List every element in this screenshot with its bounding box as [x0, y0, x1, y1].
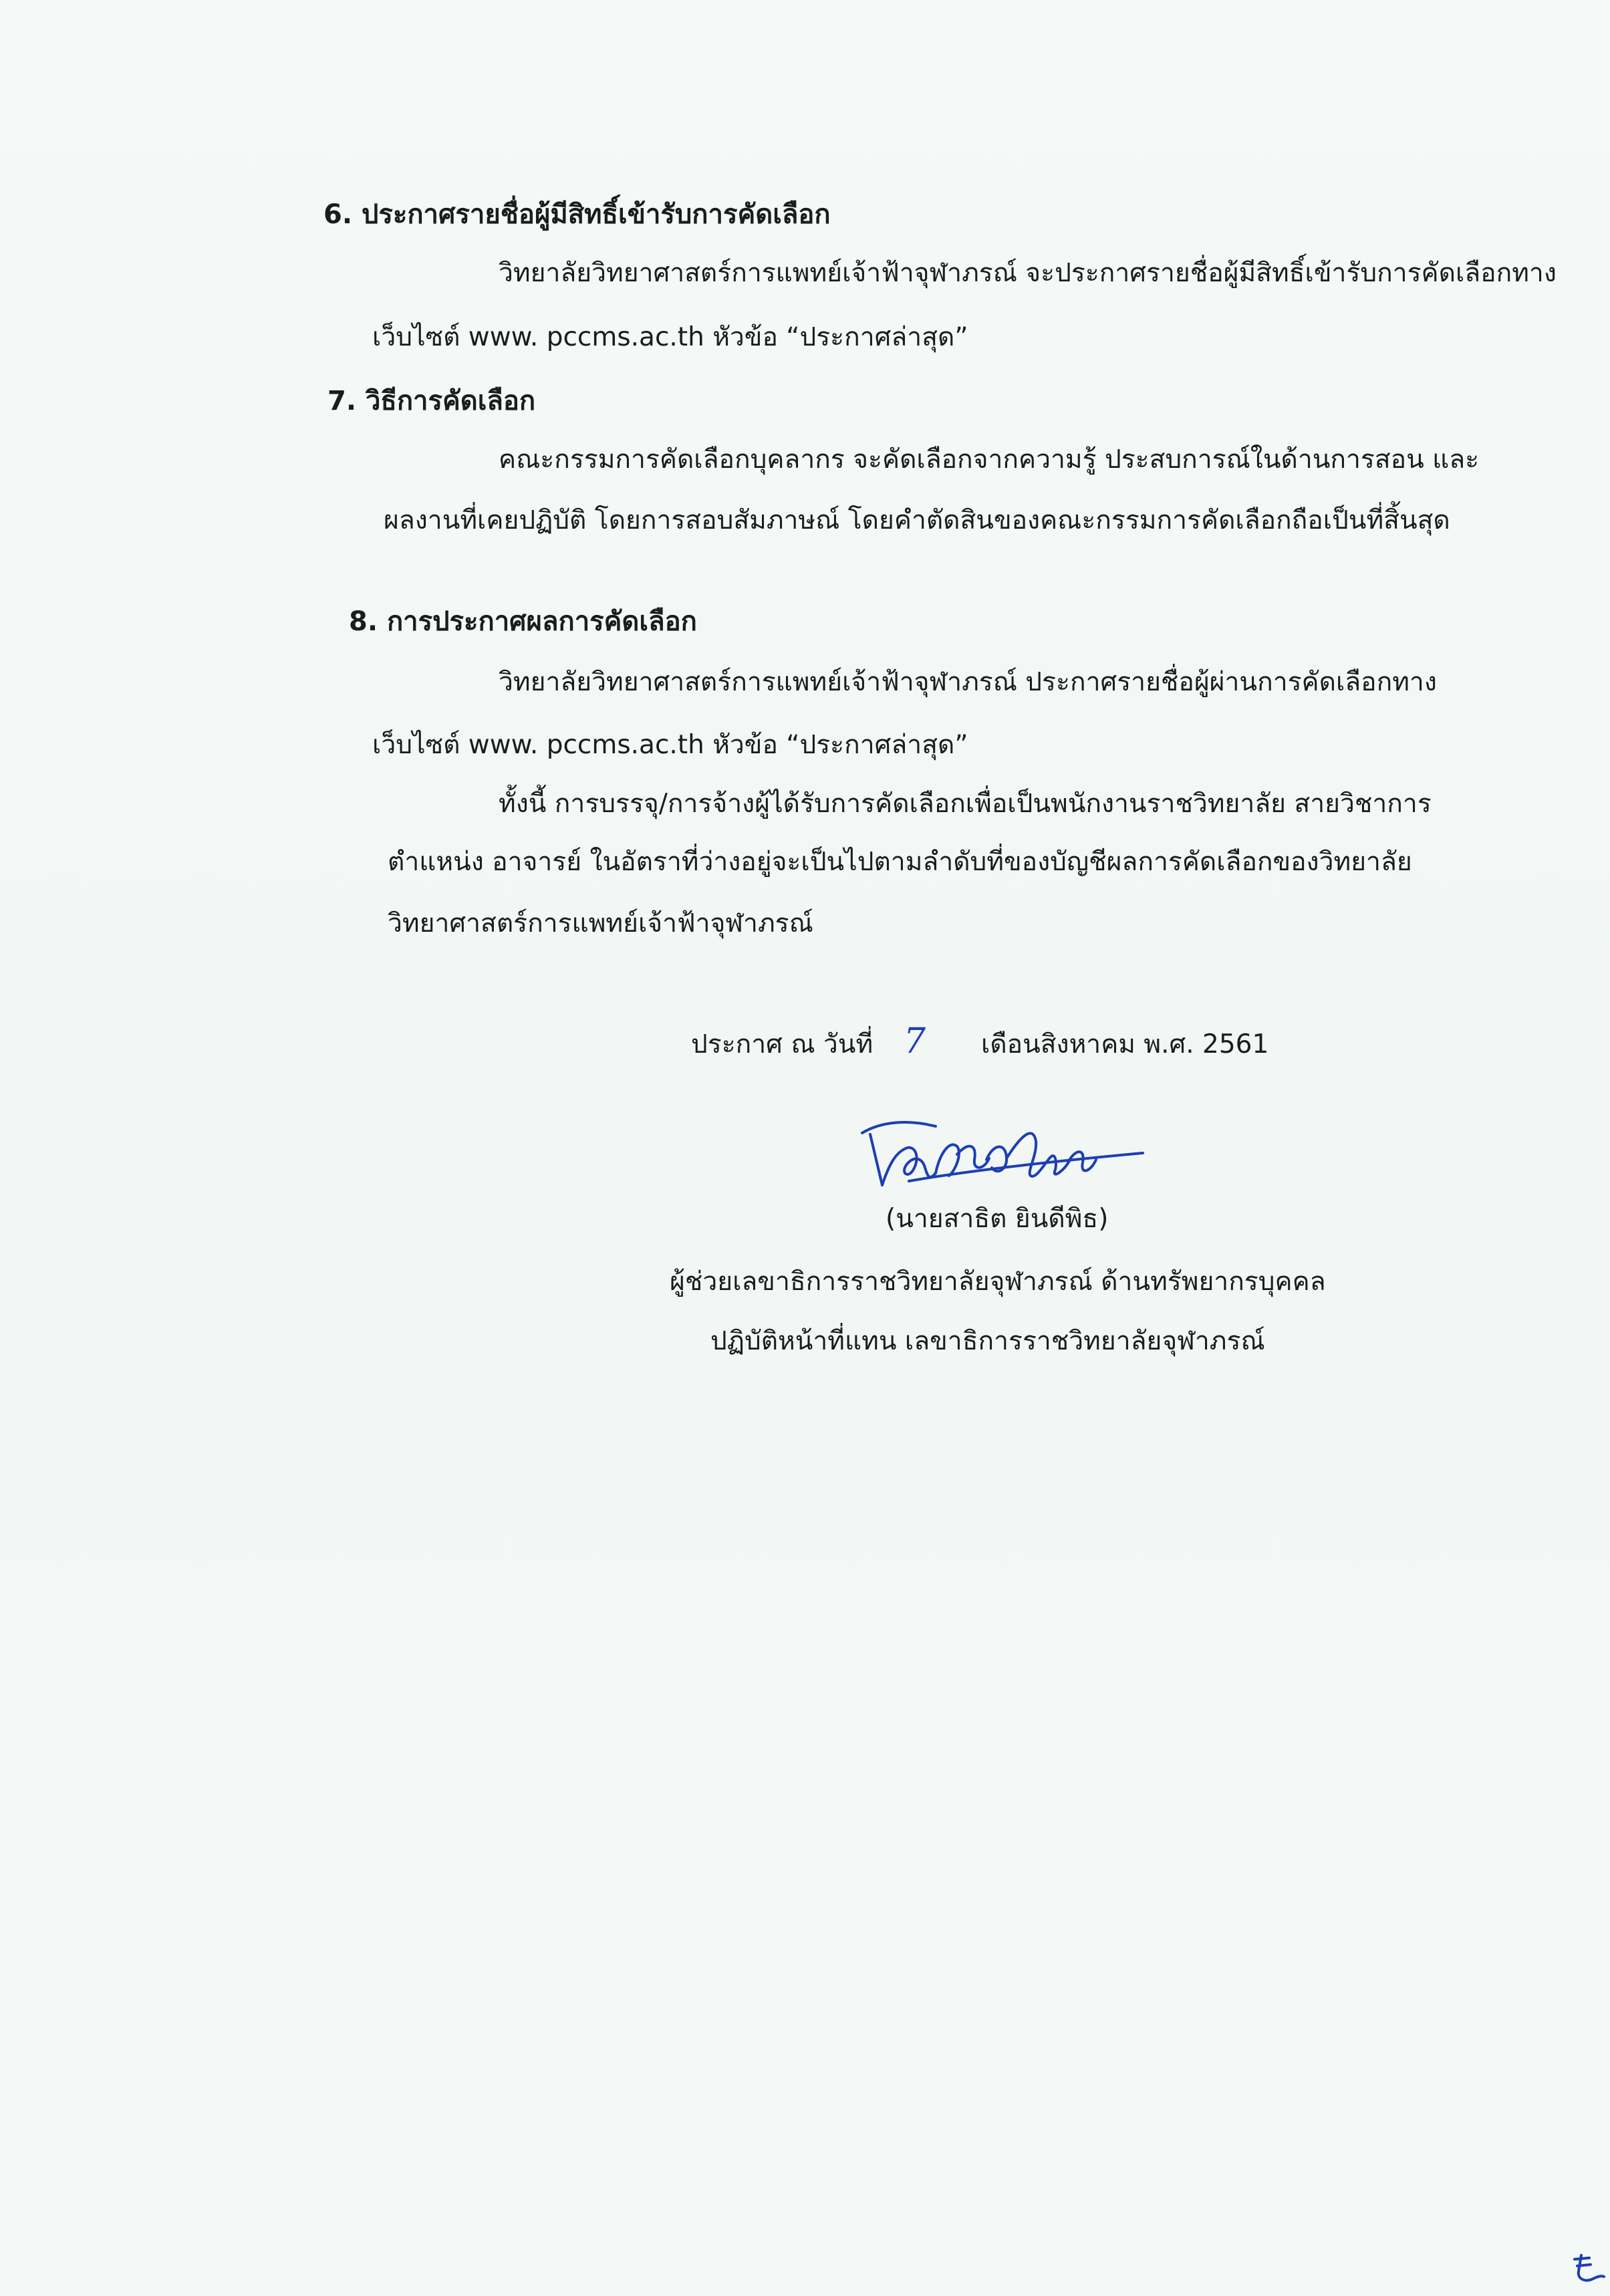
handwritten-day: 7: [904, 1021, 926, 1061]
announcement-prefix: ประกาศ ณ วันที่: [691, 1029, 874, 1059]
section-6-heading: 6. ประกาศรายชื่อผู้มีสิทธิ์เข้ารับการคัดเลือก: [323, 199, 831, 230]
signatory-title-2: ปฏิบัติหน้าที่แทน เลขาธิการราชวิทยาลัยจุฬาภรณ์: [710, 1326, 1265, 1356]
section-6-line-1: วิทยาลัยวิทยาศาสตร์การแพทย์เจ้าฟ้าจุฬาภรณ์ จะประกาศรายชื่อผู้มีสิทธิ์เข้ารับการคัดเลือกทาง: [499, 258, 1557, 288]
section-7-line-2: ผลงานที่เคยปฏิบัติ โดยการสอบสัมภาษณ์ โดยคำตัดสินของคณะกรรมการคัดเลือกถือเป็นที่สิ้นสุด: [384, 505, 1450, 535]
section-8-line-5: วิทยาศาสตร์การแพทย์เจ้าฟ้าจุฬาภรณ์: [388, 908, 813, 938]
section-8-line-1: วิทยาลัยวิทยาศาสตร์การแพทย์เจ้าฟ้าจุฬาภรณ์ ประกาศรายชื่อผู้ผ่านการคัดเลือกทาง: [499, 667, 1437, 697]
announcement-suffix: เดือนสิงหาคม พ.ศ. 2561: [981, 1029, 1269, 1059]
signatory-name: (นายสาธิต ยินดีพิธ): [886, 1204, 1109, 1234]
signature-scribble: [855, 1106, 1150, 1206]
corner-initial-mark: [1569, 2253, 1607, 2286]
section-7-heading: 7. วิธีการคัดเลือก: [327, 386, 536, 416]
section-8-line-4: ตำแหน่ง อาจารย์ ในอัตราที่ว่างอยู่จะเป็นไปตามลำดับที่ของบัญชีผลการคัดเลือกของวิทยาลัย: [388, 847, 1412, 877]
section-8-line-3: ทั้งนี้ การบรรจุ/การจ้างผู้ได้รับการคัดเลือกเพื่อเป็นพนักงานราชวิทยาลัย สายวิชาการ: [499, 789, 1432, 819]
signatory-title-1: ผู้ช่วยเลขาธิการราชวิทยาลัยจุฬาภรณ์ ด้านทรัพยากรบุคคล: [670, 1267, 1326, 1297]
section-7-line-1: คณะกรรมการคัดเลือกบุคลากร จะคัดเลือกจากความรู้ ประสบการณ์ในด้านการสอน และ: [499, 444, 1480, 475]
section-8-heading: 8. การประกาศผลการคัดเลือก: [349, 606, 697, 637]
section-8-line-2: เว็บไซต์ www. pccms.ac.th หัวข้อ “ประกาศล่าสุด”: [372, 730, 968, 760]
section-6-line-2: เว็บไซต์ www. pccms.ac.th หัวข้อ “ประกาศล่าสุด”: [372, 322, 968, 352]
